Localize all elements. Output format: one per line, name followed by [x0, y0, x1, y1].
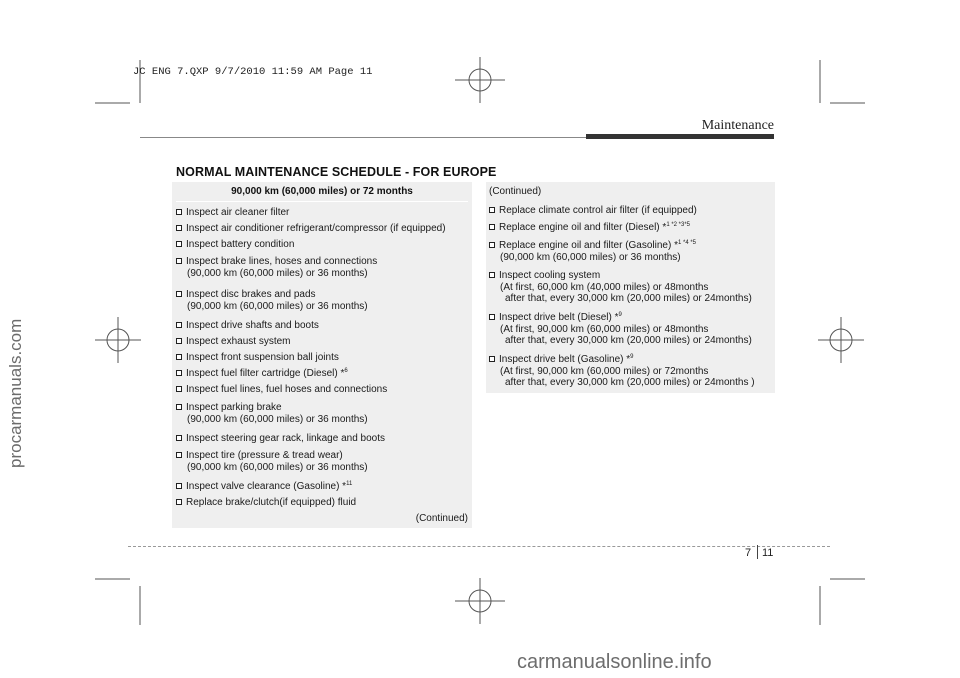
checkbox-icon	[176, 322, 182, 328]
checkbox-icon	[176, 499, 182, 505]
list-item: Inspect front suspension ball joints	[176, 352, 339, 364]
checkbox-icon	[176, 258, 182, 264]
footer-rule	[128, 546, 830, 547]
watermark-left	[2, 150, 26, 470]
list-item: Inspect drive belt (Gasoline) *$^9$ (At first, 90,000 km (60,000 miles) or 72months after that, every 30,000 km (20,000 miles) or 24months )	[489, 354, 755, 389]
continued-label: (Continued)	[489, 186, 542, 197]
checkbox-icon	[176, 483, 182, 489]
list-item: Inspect tire (pressure & tread wear) (90,000 km (60,000 miles) or 36 months)	[176, 450, 368, 473]
list-item: Inspect exhaust system	[176, 336, 291, 348]
checkbox-icon	[176, 338, 182, 344]
checkbox-icon	[176, 452, 182, 458]
list-item: Inspect air cleaner filter	[176, 207, 289, 219]
watermark-bottom: carmanualsonline.info	[517, 651, 712, 673]
checkbox-icon	[489, 242, 495, 248]
heading-divider	[176, 201, 468, 202]
list-item: Inspect disc brakes and pads (90,000 km (60,000 miles) or 36 months)	[176, 289, 368, 312]
list-item: Inspect steering gear rack, linkage and boots	[176, 433, 385, 445]
header-title: Maintenance	[701, 118, 774, 133]
checkbox-icon	[489, 224, 495, 230]
list-item: Inspect battery condition	[176, 239, 294, 251]
list-item: Replace climate control air filter (if equipped)	[489, 205, 697, 217]
checkbox-icon	[489, 356, 495, 362]
list-item: Inspect fuel lines, fuel hoses and connections	[176, 384, 387, 396]
checkbox-icon	[176, 354, 182, 360]
checkbox-icon	[176, 370, 182, 376]
header-rule-thick	[586, 134, 774, 139]
checkbox-icon	[176, 435, 182, 441]
print-slug: JC ENG 7.QXP 9/7/2010 11:59 AM Page 11	[133, 66, 373, 78]
list-item: Inspect brake lines, hoses and connections (90,000 km (60,000 miles) or 36 months)	[176, 256, 377, 279]
checkbox-icon	[176, 386, 182, 392]
list-item: Replace brake/clutch(if equipped) fluid	[176, 497, 356, 509]
checkbox-icon	[176, 209, 182, 215]
interval-heading: 90,000 km (60,000 miles) or 72 months	[231, 186, 413, 197]
list-item: Replace engine oil and filter (Gasoline) *$^{1 *4 *5}$ (90,000 km (60,000 miles) or 36 months)	[489, 240, 696, 263]
checkbox-icon	[176, 291, 182, 297]
checkbox-icon	[176, 241, 182, 247]
header-rule	[140, 137, 586, 138]
continued-label: (Continued)	[415, 513, 468, 524]
list-item: Inspect fuel filter cartridge (Diesel) *$^6$	[176, 368, 348, 380]
checkbox-icon	[489, 314, 495, 320]
list-item: Inspect valve clearance (Gasoline) *$^{11}$	[176, 481, 352, 493]
checkbox-icon	[489, 272, 495, 278]
list-item: Inspect cooling system (At first, 60,000 km (40,000 miles) or 48months after that, every 30,000 km (20,000 miles) or 24months)	[489, 270, 752, 305]
checkbox-icon	[489, 207, 495, 213]
list-item: Inspect air conditioner refrigerant/compressor (if equipped)	[176, 223, 446, 235]
page-number-divider	[757, 545, 758, 559]
page-number: 11	[762, 547, 774, 559]
watermark-left-text: procarmanuals.com	[6, 318, 25, 468]
checkbox-icon	[176, 404, 182, 410]
list-item: Inspect parking brake (90,000 km (60,000 miles) or 36 months)	[176, 402, 368, 425]
checkbox-icon	[176, 225, 182, 231]
list-item: Inspect drive belt (Diesel) *$^9$ (At first, 90,000 km (60,000 miles) or 48months after that, every 30,000 km (20,000 miles) or 24months)	[489, 312, 752, 347]
list-item: Replace engine oil and filter (Diesel) *$^{1 *2 *3*5}$	[489, 222, 690, 234]
list-item: Inspect drive shafts and boots	[176, 320, 319, 332]
section-title: NORMAL MAINTENANCE SCHEDULE - FOR EUROPE	[176, 165, 497, 179]
chapter-number: 7	[745, 547, 752, 559]
